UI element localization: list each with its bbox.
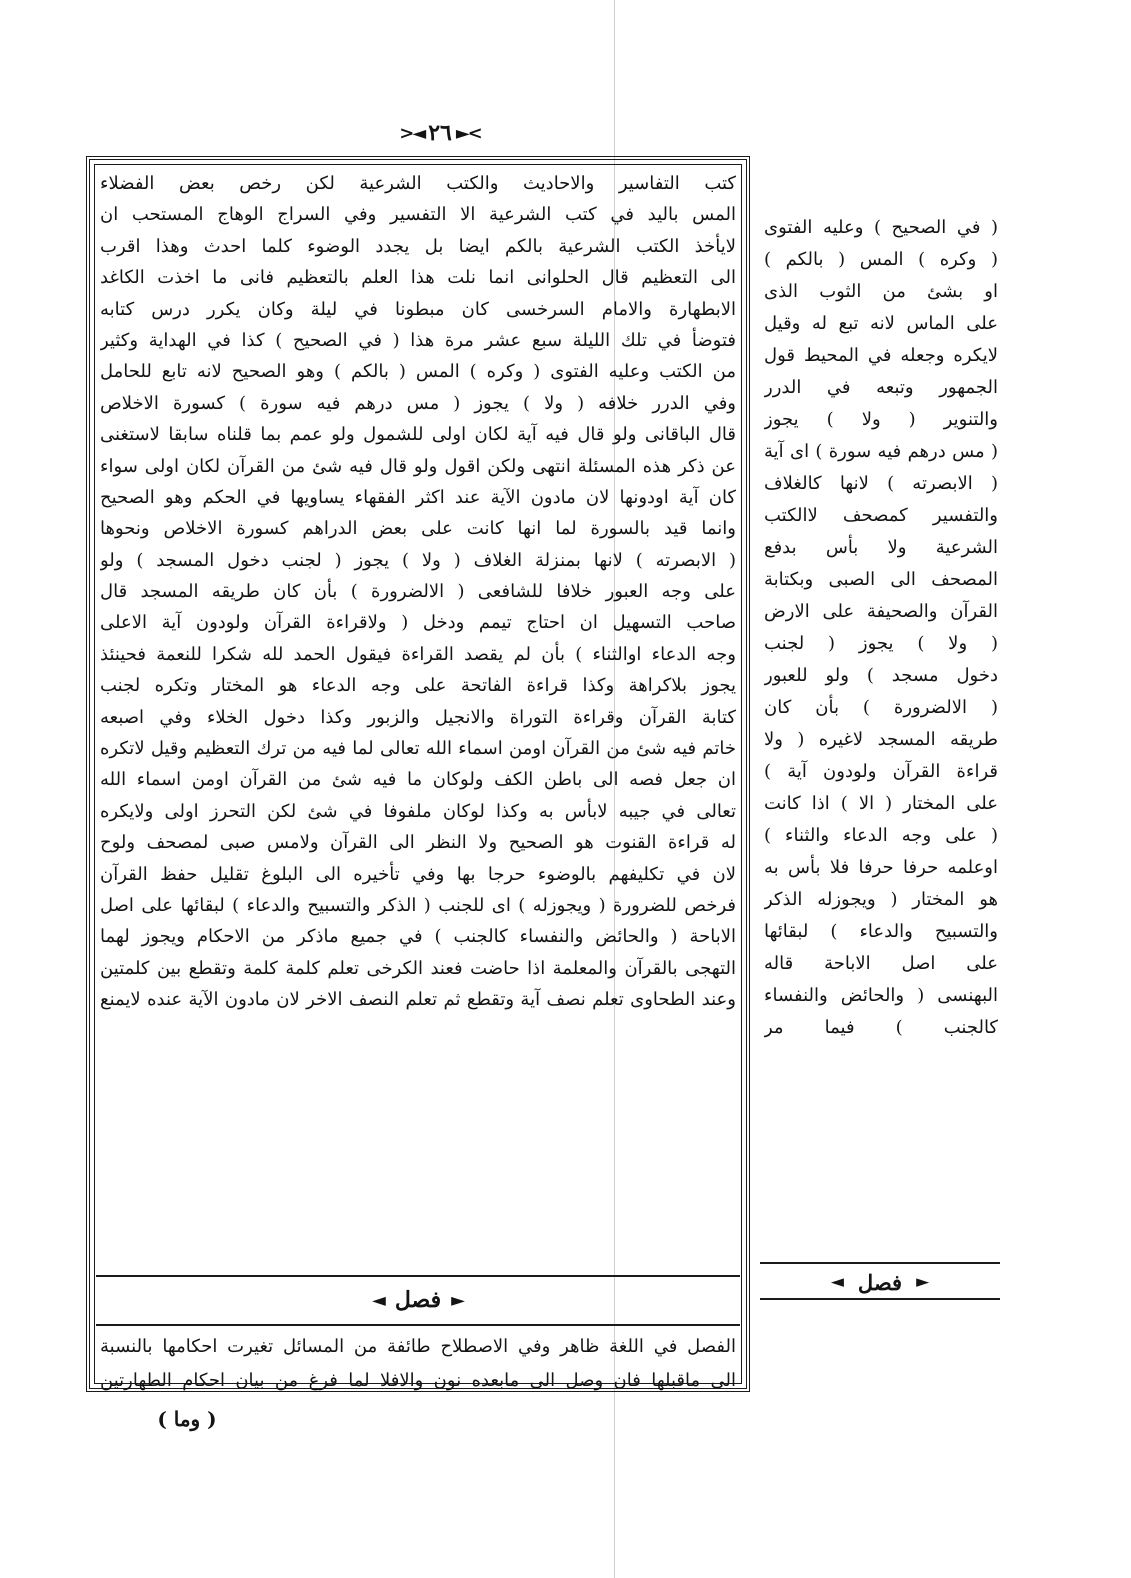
- main-line: قال الباقانى ولو قال فيه آية لكان اولى للشمول ولو عمم بما قلناه سابقا لاستغنى: [100, 424, 736, 446]
- section-line: الى ماقبلها فان وصل الى مابعده نون والافلا لما فرغ من بيان احكام الطهارتين: [100, 1370, 736, 1391]
- margin-line: ( وكره ) المس ( بالكم ): [764, 249, 998, 270]
- margin-line: ( الالضرورة ) بأن كان: [764, 697, 998, 718]
- main-line: وفي الدرر خلافه ( ولا ) يجوز ( مس درهم فيه سورة ) كسورة الاخلاص: [100, 392, 736, 414]
- main-line: المس باليد في كتب الشرعية الا التفسير وفي السراج الوهاج المستحب ان: [100, 204, 736, 226]
- marginal-commentary: [764, 212, 998, 1044]
- section-divider-bottom: [96, 1324, 740, 1326]
- margin-line: اوعلمه حرفا حرفا فلا بأس به: [764, 857, 998, 878]
- main-line: فرخص للضرورة ( ويجوزله ) اى للجنب ( الذكر والتسبيح والدعاء ) لبقائها على اصل: [100, 894, 736, 916]
- ornament-right: >►: [455, 122, 481, 144]
- main-line: وعند الطحاوى تعلم نصف آية وتقطع ثم تعلم النصف الاخر لان مادون الآية عنده لايمنع: [100, 989, 736, 1011]
- section-text-block: [100, 1330, 736, 1398]
- main-line: كتابة القرآن وقراءة التوراة والانجيل والزبور وكذا دخول الخلاء وفي اصبعه: [100, 706, 736, 728]
- margin-line: او بشئ من الثوب الذى: [764, 281, 998, 302]
- main-line: فتوضأ في تلك الليلة سبع عشر مرة هذا ( في الصحيح ) كذا في الهداية وكثير: [100, 329, 736, 351]
- main-line: كان آية اودونها لان مادون الآية عند اكثر الفقهاء يساويها في الحكم وهو الصحيح: [100, 486, 736, 508]
- margin-line: على المختار ( الا ) اذا كانت: [764, 793, 998, 814]
- ornament-left: ◄: [372, 1289, 385, 1311]
- margin-line: والتنوير ( ولا ) يجوز: [764, 409, 998, 430]
- margin-line: ( مس درهم فيه سورة ) اى آية: [764, 441, 998, 462]
- margin-line: ( على وجه الدعاء والثناء ): [764, 825, 998, 846]
- main-line: خاتم فيه شئ من القرآن اومن اسماء الله تعالى لما فيه من ترك التعظيم وقيل لاتكره: [100, 738, 736, 760]
- margin-line: قراءة القرآن ولودون آية ): [764, 761, 998, 782]
- margin-line: المصحف الى الصبى وبكتابة: [764, 569, 998, 590]
- main-line: ان جعل فصه الى باطن الكف ولوكان ما فيه شئ من القرآن اومن اسماء الله: [100, 769, 736, 791]
- margin-line: لايكره وجعله في المحيط قول: [764, 345, 998, 366]
- margin-line: البهنسى ( والحائض والنفساء: [764, 985, 998, 1006]
- section-line: الفصل في اللغة ظاهر وفي الاصطلاح طائفة من المسائل تغيرت احكامها بالنسبة: [100, 1336, 736, 1357]
- margin-line: ( الابصرته ) لانها كالغلاف: [764, 473, 998, 494]
- main-line: صاحب التسهيل ان احتاج تيمم ودخل ( ولاقراءة القرآن ولودون آية الاعلى: [100, 612, 736, 634]
- main-line: له قراءة القنوت هو الصحيح ولا النظر الى القرآن ولامس صبى لمصحف ولوح: [100, 832, 736, 854]
- main-line: وجه الدعاء اوالثناء ) بأن لم يقصد القراءة فيقول الحمد لله شكرا للنعمة فحينئذ: [100, 643, 736, 665]
- main-line: على وجه العبور خلافا للشافعى ( الالضرورة ) بأن كان طريقه المسجد قال: [100, 581, 736, 603]
- main-line: التهجى بالقرآن والمعلمة اذا حاضت فعند الكرخى تعلم كلمة كلمة وتقطع بين كلمتين: [100, 957, 736, 979]
- main-line: وانما قيد بالسورة لما انها كانت على بعض الدراهم كسورة الاخلاص ونحوها: [100, 518, 736, 540]
- margin-line: كالجنب ) فيما مر: [764, 1017, 998, 1038]
- margin-line: الشرعية ولا بأس بدفع: [764, 537, 998, 558]
- main-line: الاباحة ( والحائض والنفساء كالجنب ) في جميع ماذكر من الاحكام ويجوز لهما: [100, 926, 736, 948]
- margin-line: طريقه المسجد لاغيره ( ولا: [764, 729, 998, 750]
- margin-section-heading: [760, 1266, 1000, 1298]
- page-number: ٢٦: [428, 120, 452, 146]
- main-line: لان في تكليفهم بالوضوء حرجا بها وفي تأخيره الى البلوغ تقليل حفظ القرآن: [100, 863, 736, 885]
- section-heading: [100, 1280, 736, 1320]
- margin-line: والتفسير كمصحف لاالكتب: [764, 505, 998, 526]
- ornament-right: ►: [916, 1272, 930, 1292]
- section-heading-text: فصل: [394, 1287, 442, 1313]
- margin-line: ( في الصحيح ) وعليه الفتوى: [764, 217, 998, 238]
- margin-section-heading-text: فصل: [857, 1269, 903, 1295]
- main-line: يجوز بلاكراهة وكذا قراءة الفاتحة على وجه الدعاء هو المختار وتكره لجنب: [100, 675, 736, 697]
- catchword: ( وما ): [157, 1407, 217, 1431]
- main-line: الى التعظيم قال الحلوانى انما نلت هذا العلم بالتعظيم فانى ما اخذت الكاغد: [100, 267, 736, 289]
- margin-line: هو المختار ( ويجوزله الذكر: [764, 889, 998, 910]
- main-text-block: [100, 168, 736, 1016]
- main-line: تعالى في جيبه لابأس به وكذا لوكان ملفوفا في شئ لكن التحرز اولى ولايكره: [100, 800, 736, 822]
- margin-line: والتسبيح والدعاء ) لبقائها: [764, 921, 998, 942]
- ornament-left: ◄: [830, 1272, 844, 1292]
- margin-divider-top: [760, 1262, 1000, 1264]
- main-line: الابطهارة والامام السرخسى كان مبطونا في ليلة وكان يكرر درس كتابه: [100, 298, 736, 320]
- main-line: من الكتب وعليه الفتوى ( وكره ) المس ( بالكم ) وهو الصحيح لانه تابع للحامل: [100, 361, 736, 383]
- ornament-left: ◄<: [399, 122, 425, 144]
- section-divider-top: [96, 1275, 740, 1277]
- margin-line: ( ولا ) يجوز ( لجنب: [764, 633, 998, 654]
- ornament-right: ►: [451, 1289, 464, 1311]
- margin-line: دخول مسجد ) ولو للعبور: [764, 665, 998, 686]
- main-line: لايأخذ الكتب الشرعية بالكم ايضا بل يجدد الوضوء كلما احدث وهذا اقرب: [100, 235, 736, 257]
- main-line: عن ذكر هذه المسئلة انتهى ولكن اقول ولو قال فيه شئ من القرآن لكان اولى سواء: [100, 455, 736, 477]
- margin-line: الجمهور وتبعه في الدرر: [764, 377, 998, 398]
- margin-line: القرآن والصحيفة على الارض: [764, 601, 998, 622]
- margin-divider-bottom: [760, 1298, 1000, 1300]
- page-header: [380, 116, 500, 150]
- margin-line: على اصل الاباحة قاله: [764, 953, 998, 974]
- margin-line: على الماس لانه تبع له وقيل: [764, 313, 998, 334]
- main-line: ( الابصرته ) لانها بمنزلة الغلاف ( ولا ) يجوز ( لجنب دخول المسجد ) ولو: [100, 549, 736, 571]
- main-line: كتب التفاسير والاحاديث والكتب الشرعية لكن رخص بعض الفضلاء: [100, 173, 736, 194]
